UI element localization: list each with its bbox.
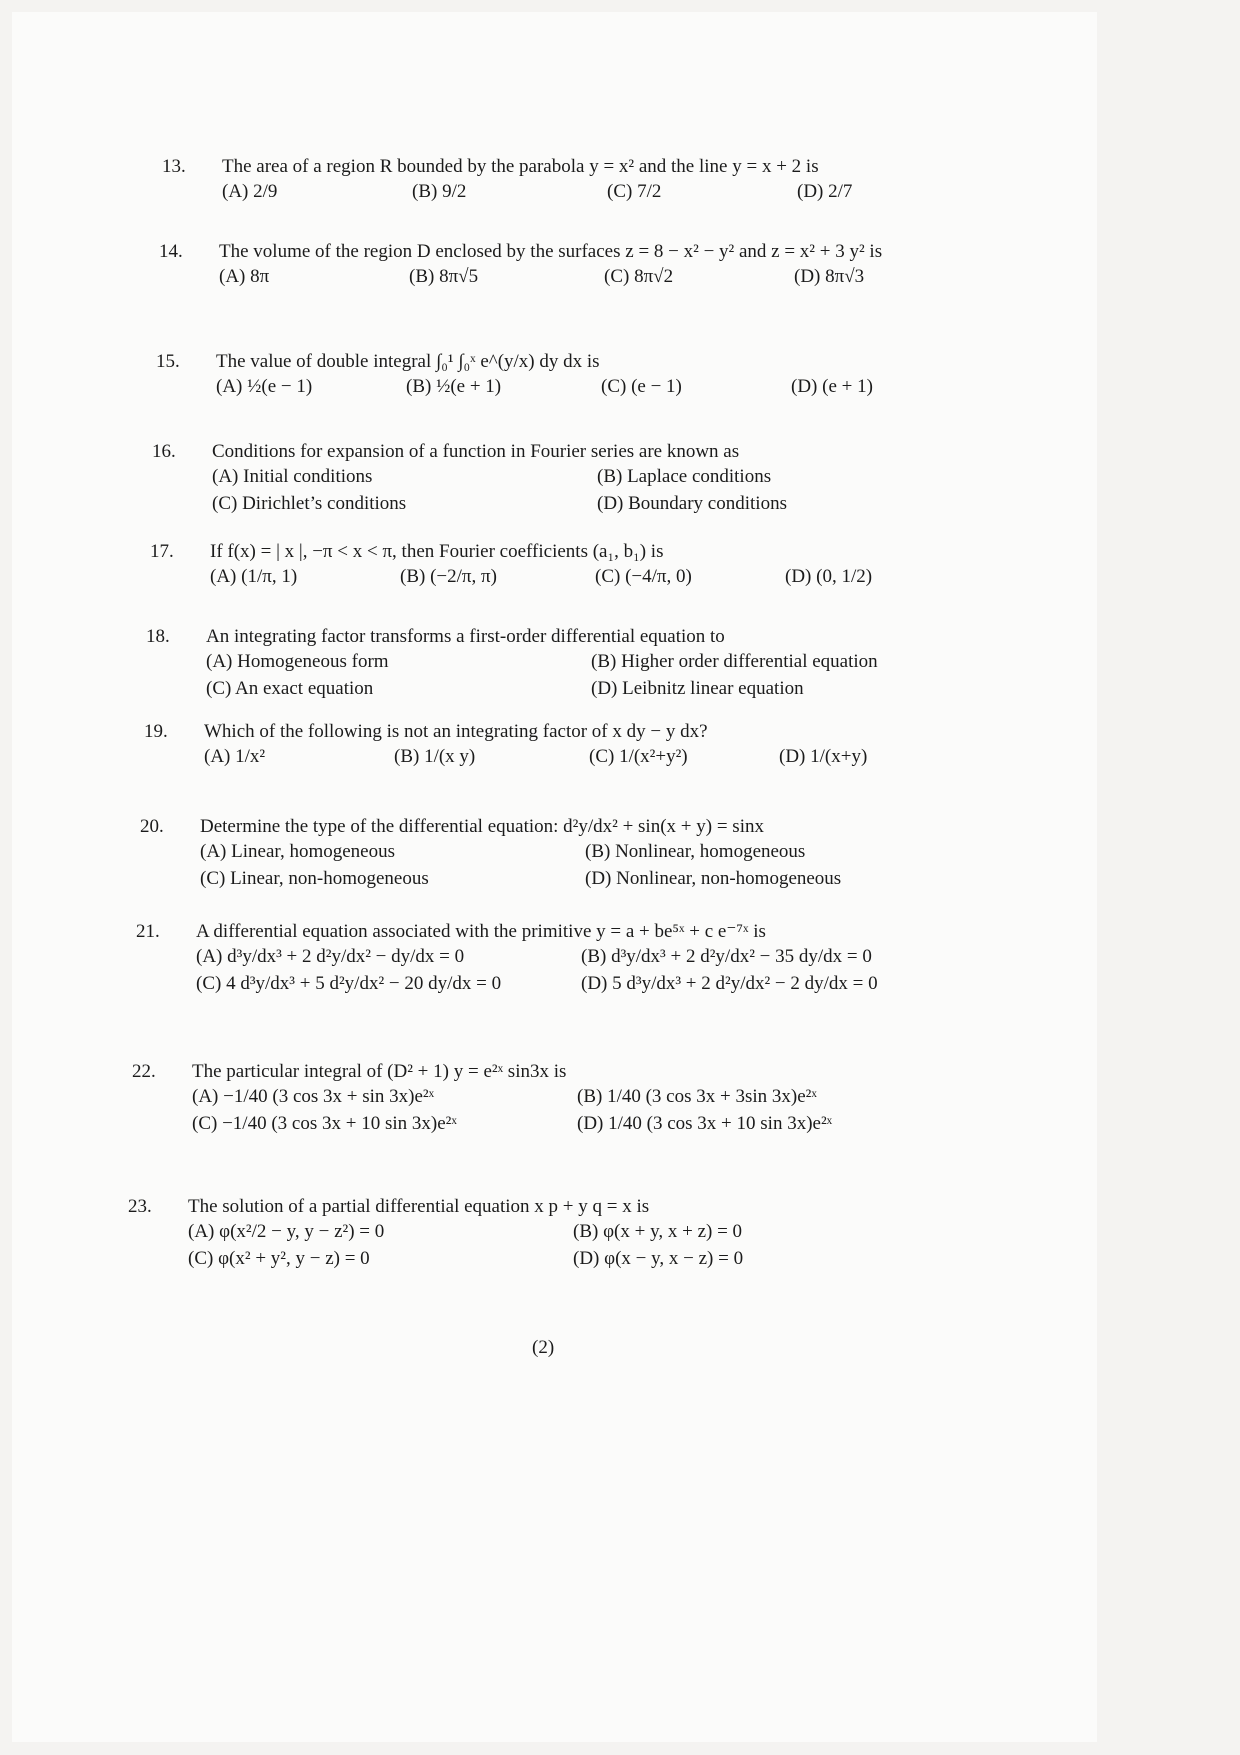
option-d: (D) Leibnitz linear equation <box>591 678 804 699</box>
question-14 <box>159 240 1019 288</box>
options <box>210 565 1010 588</box>
option-c: (C) 4 d³y/dx³ + 5 d²y/dx² − 20 dy/dx = 0 <box>196 973 502 994</box>
question-stem: The solution of a partial differential equation x p + y q = x is <box>188 1196 650 1217</box>
option-c: (C) 7/2 <box>607 181 662 202</box>
option-d: (D) Nonlinear, non-homogeneous <box>585 868 842 889</box>
question-stem: An integrating factor transforms a first-order differential equation to <box>206 626 725 647</box>
question-16 <box>152 440 1012 515</box>
question-20 <box>140 815 1000 890</box>
option-a: (A) Homogeneous form <box>206 651 389 672</box>
option-b: (B) Higher order differential equation <box>591 651 878 672</box>
question-stem: If f(x) = | x |, −π < x < π, then Fourier coefficients (a₁, b₁) is <box>210 541 664 562</box>
option-d: (D) 5 d³y/dx³ + 2 d²y/dx² − 2 dy/dx = 0 <box>581 973 878 994</box>
question-17 <box>150 540 1010 588</box>
options <box>188 1220 988 1270</box>
option-a: (A) 2/9 <box>222 181 278 202</box>
question-15 <box>156 350 1016 398</box>
option-c: (C) Linear, non-homogeneous <box>200 868 429 889</box>
option-d: (D) 1/(x+y) <box>779 746 868 767</box>
question-number: 13. <box>162 156 186 177</box>
option-c: (C) An exact equation <box>206 678 374 699</box>
question-21 <box>136 920 996 995</box>
question-stem: The volume of the region D enclosed by the surfaces z = 8 − x² − y² and z = x² + 3 y² is <box>219 241 883 262</box>
option-a: (A) 1/x² <box>204 746 266 767</box>
options <box>200 840 1000 890</box>
option-b: (B) ½(e + 1) <box>406 376 502 397</box>
question-stem: Conditions for expansion of a function in Fourier series are known as <box>212 441 740 462</box>
option-a: (A) ½(e − 1) <box>216 376 313 397</box>
options <box>212 465 1012 515</box>
option-c: (C) 1/(x²+y²) <box>589 746 688 767</box>
question-22 <box>132 1060 992 1135</box>
question-23 <box>128 1195 988 1270</box>
question-number: 19. <box>144 721 168 742</box>
question-18 <box>146 625 1006 700</box>
question-number: 18. <box>146 626 170 647</box>
option-d: (D) φ(x − y, x − z) = 0 <box>573 1248 744 1269</box>
option-c: (C) −1/40 (3 cos 3x + 10 sin 3x)e²ˣ <box>192 1113 457 1134</box>
option-b: (B) d³y/dx³ + 2 d²y/dx² − 35 dy/dx = 0 <box>581 946 872 967</box>
question-number: 14. <box>159 241 183 262</box>
option-a: (A) d³y/dx³ + 2 d²y/dx² − dy/dx = 0 <box>196 946 465 967</box>
exam-page <box>12 12 1097 1742</box>
question-stem: A differential equation associated with the primitive y = a + be⁵ˣ + c e⁻⁷ˣ is <box>196 921 766 942</box>
option-d: (D) Boundary conditions <box>597 493 787 514</box>
options <box>192 1085 992 1135</box>
option-b: (B) Laplace conditions <box>597 466 772 487</box>
option-c: (C) φ(x² + y², y − z) = 0 <box>188 1248 370 1269</box>
option-d: (D) 1/40 (3 cos 3x + 10 sin 3x)e²ˣ <box>577 1113 833 1134</box>
option-b: (B) 8π√5 <box>409 266 479 287</box>
options <box>206 650 1006 700</box>
options <box>219 265 1019 288</box>
question-stem: The value of double integral ∫₀¹ ∫₀ˣ e^(y/x) dy dx is <box>216 351 600 372</box>
options <box>196 945 996 995</box>
option-a: (A) 8π <box>219 266 270 287</box>
option-d: (D) 2/7 <box>797 181 853 202</box>
options <box>222 180 1022 203</box>
question-stem: The area of a region R bounded by the parabola y = x² and the line y = x + 2 is <box>222 156 819 177</box>
option-a: (A) −1/40 (3 cos 3x + sin 3x)e²ˣ <box>192 1086 435 1107</box>
option-a: (A) (1/π, 1) <box>210 566 298 587</box>
option-a: (A) Linear, homogeneous <box>200 841 395 862</box>
question-number: 17. <box>150 541 174 562</box>
option-c: (C) Dirichlet’s conditions <box>212 493 407 514</box>
question-number: 21. <box>136 921 160 942</box>
question-number: 15. <box>156 351 180 372</box>
question-13 <box>162 155 1022 203</box>
option-d: (D) (0, 1/2) <box>785 566 873 587</box>
option-b: (B) 9/2 <box>412 181 467 202</box>
option-d: (D) (e + 1) <box>791 376 873 397</box>
option-c: (C) (−4/π, 0) <box>595 566 692 587</box>
option-b: (B) 1/40 (3 cos 3x + 3sin 3x)e²ˣ <box>577 1086 817 1107</box>
option-c: (C) 8π√2 <box>604 266 674 287</box>
option-b: (B) (−2/π, π) <box>400 566 497 587</box>
option-a: (A) φ(x²/2 − y, y − z²) = 0 <box>188 1221 385 1242</box>
options <box>204 745 1004 768</box>
option-b: (B) φ(x + y, x + z) = 0 <box>573 1221 743 1242</box>
option-b: (B) 1/(x y) <box>394 746 476 767</box>
question-number: 16. <box>152 441 176 462</box>
question-number: 22. <box>132 1061 156 1082</box>
question-19 <box>144 720 1004 768</box>
question-stem: Which of the following is not an integrating factor of x dy − y dx? <box>204 721 708 742</box>
option-b: (B) Nonlinear, homogeneous <box>585 841 806 862</box>
question-number: 20. <box>140 816 164 837</box>
option-a: (A) Initial conditions <box>212 466 373 487</box>
question-stem: Determine the type of the differential equation: d²y/dx² + sin(x + y) = sinx <box>200 816 764 837</box>
option-c: (C) (e − 1) <box>601 376 682 397</box>
option-d: (D) 8π√3 <box>794 266 865 287</box>
question-stem: The particular integral of (D² + 1) y = e²ˣ sin3x is <box>192 1061 567 1082</box>
page-number: (2) <box>532 1337 555 1358</box>
options <box>216 375 1016 398</box>
question-number: 23. <box>128 1196 152 1217</box>
